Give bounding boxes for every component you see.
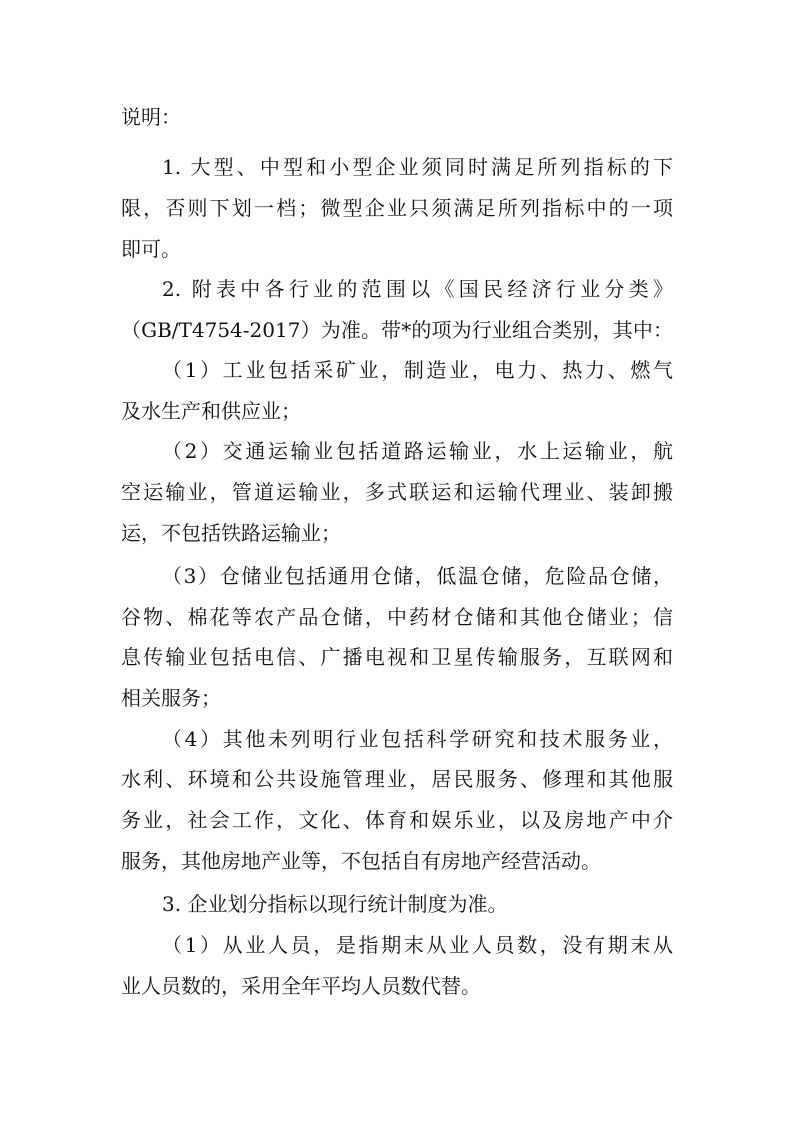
paragraph-1-line-2: 限，否则下划一档；微型企业只须满足所列指标中的一项: [121, 196, 673, 220]
paragraph-3-line-1: 3. 企业划分指标以现行统计制度为准。: [162, 892, 508, 916]
item-3-line-4: 相关服务；: [121, 686, 221, 710]
item-1-line-2: 及水生产和供应业；: [121, 399, 301, 423]
paragraph-1-line-1: 1. 大型、中型和小型企业须同时满足所列指标的下: [162, 155, 673, 179]
item-3-line-1: （3）仓储业包括通用仓储，低温仓储，危险品仓储，: [162, 564, 673, 588]
item-2-line-3: 运，不包括铁路运输业；: [121, 521, 341, 545]
item-5-line-1: （1）从业人员，是指期末从业人员数，没有期末从: [162, 933, 673, 957]
paragraph-2-line-2: （GB/T4754-2017）为准。带*的项为行业组合类别，其中：: [121, 318, 673, 342]
paragraph-1-line-3: 即可。: [121, 237, 181, 261]
item-3-line-3: 息传输业包括电信、广播电视和卫星传输服务，互联网和: [121, 645, 673, 669]
item-5-line-2: 业人员数的，采用全年平均人员数代替。: [121, 974, 481, 998]
item-4-line-1: （4）其他未列明行业包括科学研究和技术服务业，: [162, 727, 673, 751]
item-2-line-2: 空运输业，管道运输业，多式联运和运输代理业、装卸搬: [121, 480, 673, 504]
item-1-line-1: （1）工业包括采矿业，制造业，电力、热力、燃气: [162, 358, 673, 382]
heading-notes: 说明：: [121, 105, 181, 129]
item-4-line-2: 水利、环境和公共设施管理业，居民服务、修理和其他服: [121, 767, 673, 791]
item-3-line-2: 谷物、棉花等农产品仓储，中药材仓储和其他仓储业；信: [121, 605, 673, 629]
item-4-line-3: 务业，社会工作，文化、体育和娱乐业，以及房地产中介: [121, 808, 673, 832]
paragraph-2-line-1: 2. 附表中各行业的范围以《国民经济行业分类》: [162, 277, 673, 301]
item-4-line-4: 服务，其他房地产业等，不包括自有房地产经营活动。: [121, 849, 601, 873]
item-2-line-1: （2）交通运输业包括道路运输业，水上运输业，航: [162, 439, 673, 463]
